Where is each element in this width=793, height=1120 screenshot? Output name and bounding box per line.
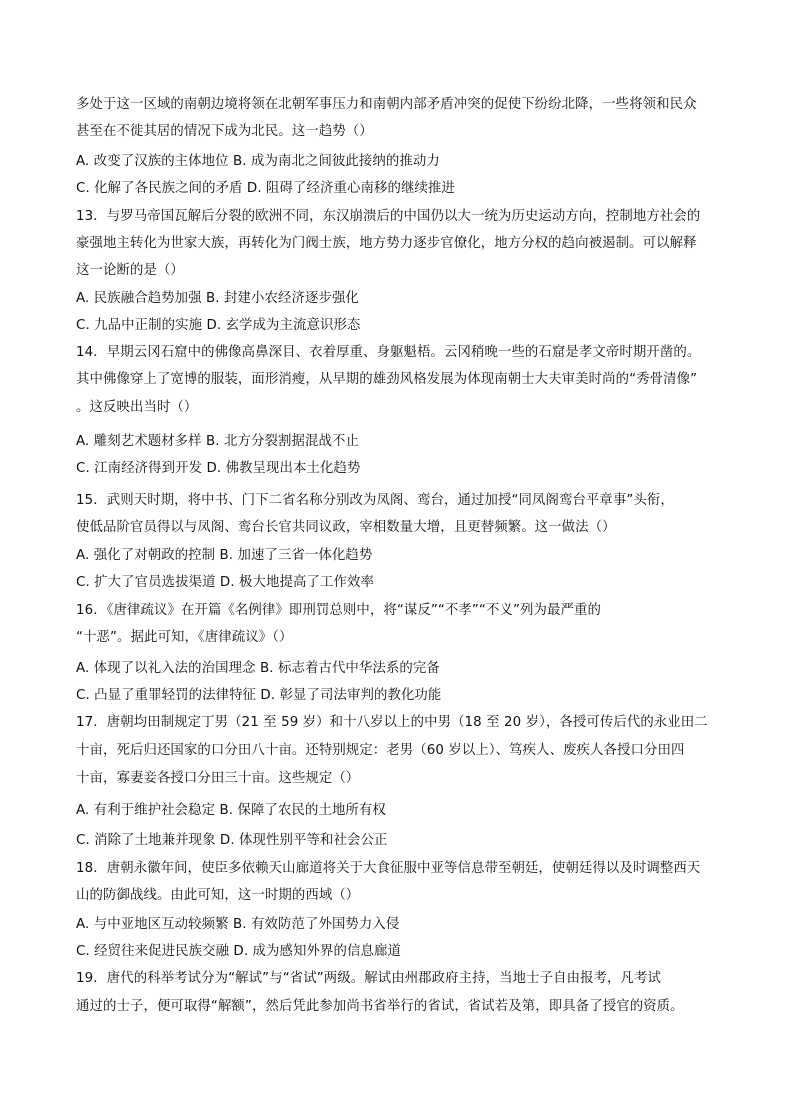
q17-options-ab: A. 有利于维护社会稳定 B. 保障了农民的土地所有权 — [76, 803, 386, 818]
q15-stem-line-2: 使低品阶官员得以与凤阁、鸾台长官共同议政，宰相数量大增，且更替频繁。这一做法（） — [76, 520, 616, 535]
q14-stem-line-3: 。这反映出当时（） — [76, 400, 198, 415]
q13-stem-line-2: 豪强地主转化为世家大族，再转化为门阀士族，地方势力逐步官僚化，地方分权的趋向被遏制。可以解释 — [76, 236, 697, 251]
q13-stem-line-1: 13．与罗马帝国瓦解后分裂的欧洲不同，东汉崩溃后的中国仍以大一统为历史运动方向，控制地方社会的 — [76, 209, 701, 224]
q16-options-cd: C. 凸显了重罪轻罚的法律特征 D. 彰显了司法审判的教化功能 — [76, 688, 442, 703]
q15-options-cd: C. 扩大了官员选拔渠道 D. 极大地提高了工作效率 — [76, 575, 374, 590]
q13-stem-line-3: 这一论断的是（） — [76, 263, 184, 278]
q17-options-cd: C. 消除了土地兼并现象 D. 体现性别平等和社会公正 — [76, 833, 388, 848]
q15-stem-line-1: 15．武则天时期，将中书、门下二省名称分别改为凤阁、鸾台，通过加授“同凤阁鸾台平章事”头衔， — [76, 493, 674, 508]
q16-options-ab: A. 体现了以礼入法的治国理念 B. 标志着古代中华法系的完备 — [76, 661, 440, 676]
intro-options-cd: C. 化解了各民族之间的矛盾 D. 阻碍了经济重心南移的继续推进 — [76, 181, 455, 196]
q13-options-ab: A. 民族融合趋势加强 B. 封建小农经济逐步强化 — [76, 291, 359, 306]
q18-stem-line-1: 18．唐朝永徽年间，使臣多依赖天山廊道将关于大食征服中亚等信息带至朝廷，使朝廷得以及时调整西天 — [76, 861, 701, 876]
q17-stem-line-2: 十亩，死后归还国家的口分田八十亩。还特别规定：老男（60 岁以上）、笃疾人、废疾人各授口分田四 — [76, 743, 685, 758]
q17-stem-line-1: 17．唐朝均田制规定丁男（21 至 59 岁）和十八岁以上的中男（18 至 20 岁），各授可传后代的永业田二 — [76, 715, 708, 730]
q14-options-cd: C. 江南经济得到开发 D. 佛教呈现出本土化趋势 — [76, 461, 361, 476]
q17-stem-line-3: 十亩，寡妻妾各授口分田三十亩。这些规定（） — [76, 771, 360, 786]
q13-options-cd: C. 九品中正制的实施 D. 玄学成为主流意识形态 — [76, 318, 361, 333]
intro-stem-line-1: 多处于这一区域的南朝边境将领在北朝军事压力和南朝内部矛盾冲突的促使下纷纷北降，一些将领和民众 — [76, 97, 697, 112]
q18-options-cd: C. 经贸往来促进民族交融 D. 成为感知外界的信息廊道 — [76, 944, 401, 959]
q18-options-ab: A. 与中亚地区互动较频繁 B. 有效防范了外国势力入侵 — [76, 917, 400, 932]
q16-stem-line-1: 16．《唐律疏议》在开篇《名例律》即刑罚总则中，将“谋反”“不孝”“不义”列为最严重的 — [76, 603, 601, 618]
q14-stem-line-2: 其中佛像穿上了宽博的服装，面形消瘦，从早期的雄劲风格发展为体现南朝士大夫审美时尚的“秀骨清像” — [76, 372, 698, 387]
q16-stem-line-2: “十恶”。据此可知，《唐律疏议》（） — [76, 630, 293, 645]
q14-options-ab: A. 雕刻艺术题材多样 B. 北方分裂割据混战不止 — [76, 434, 359, 449]
q19-stem-line-2: 通过的士子，便可取得“解额”，然后凭此参加尚书省举行的省试，省试若及第，即具备了授官的资质。 — [76, 999, 684, 1014]
intro-options-ab: A. 改变了汉族的主体地位 B. 成为南北之间彼此接纳的推动力 — [76, 154, 440, 169]
q14-stem-line-1: 14．早期云冈石窟中的佛像高鼻深目、衣着厚重、身躯魁梧。云冈稍晚一些的石窟是孝文帝时期开凿的。 — [76, 345, 701, 360]
q15-options-ab: A. 强化了对朝政的控制 B. 加速了三省一体化趋势 — [76, 548, 373, 563]
q18-stem-line-2: 山的防御战线。由此可知，这一时期的西域（） — [76, 888, 360, 903]
q19-stem-line-1: 19．唐代的科举考试分为“解试”与“省试”两级。解试由州郡政府主持，当地士子自由报考，凡考试 — [76, 971, 662, 986]
intro-stem-line-2: 甚至在不徙其居的情况下成为北民。这一趋势（） — [76, 124, 373, 139]
